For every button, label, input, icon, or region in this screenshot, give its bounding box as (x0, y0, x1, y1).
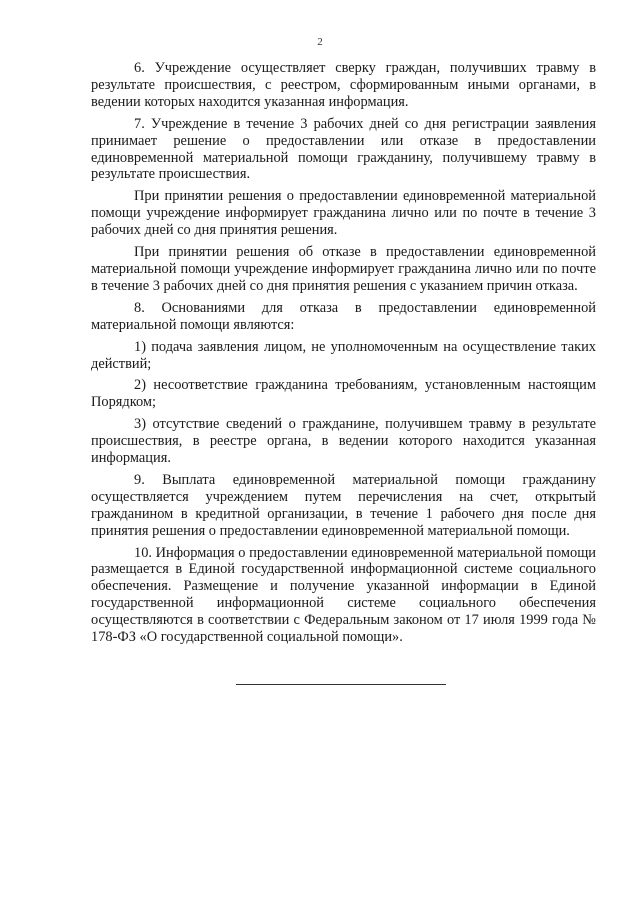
page-number: 2 (317, 36, 323, 48)
document-body (91, 60, 596, 646)
paragraph-10: 10. Информация о предоставлении единовременной материальной помощи размещается в Единой государственной информационной системе социального обеспечения. Размещение и получение указанной информации в Единой государственной информационной системе социального обеспечения осуществляются в соответствии с Федеральным законом от 17 июля 1999 года № 178-ФЗ «О государственной социальной помощи». (91, 544, 596, 646)
paragraph-7-approval-notice: При принятии решения о предоставлении единовременной материальной помощи учреждение информирует гражданина лично или по почте в течение 3 рабочих дней со дня принятия решения. (91, 188, 596, 239)
paragraph-8: 8. Основаниями для отказа в предоставлении единовременной материальной помощи являются: (91, 299, 596, 333)
paragraph-7: 7. Учреждение в течение 3 рабочих дней со дня регистрации заявления принимает решение о предоставлении или отказе в предоставлении единовременной материальной помощи гражданину, получившему травму в результате происшествия. (91, 115, 596, 183)
end-of-document-rule (236, 684, 446, 685)
paragraph-9: 9. Выплата единовременной материальной помощи гражданину осуществляется учреждением путем перечисления на счет, открытый гражданином в кредитной организации, в течение 1 рабочего дня после дня принятия решения о предоставлении единовременной материальной помощи. (91, 471, 596, 539)
refusal-ground-3: 3) отсутствие сведений о гражданине, получившем травму в результате происшествия, в реестре органа, в ведении которого находится указанная информация. (91, 416, 596, 467)
refusal-ground-1: 1) подача заявления лицом, не уполномоченным на осуществление таких действий; (91, 338, 596, 372)
paragraph-7-refusal-notice: При принятии решения об отказе в предоставлении единовременной материальной помощи учреждение информирует гражданина лично или по почте в течение 3 рабочих дней со дня принятия решения с указанием причин отказа. (91, 244, 596, 294)
refusal-ground-2: 2) несоответствие гражданина требованиям, установленным настоящим Порядком; (91, 377, 596, 411)
paragraph-6: 6. Учреждение осуществляет сверку граждан, получивших травму в результате происшествия, с реестром, сформированным иными органами, в ведении которых находится указанная информация. (91, 60, 596, 110)
